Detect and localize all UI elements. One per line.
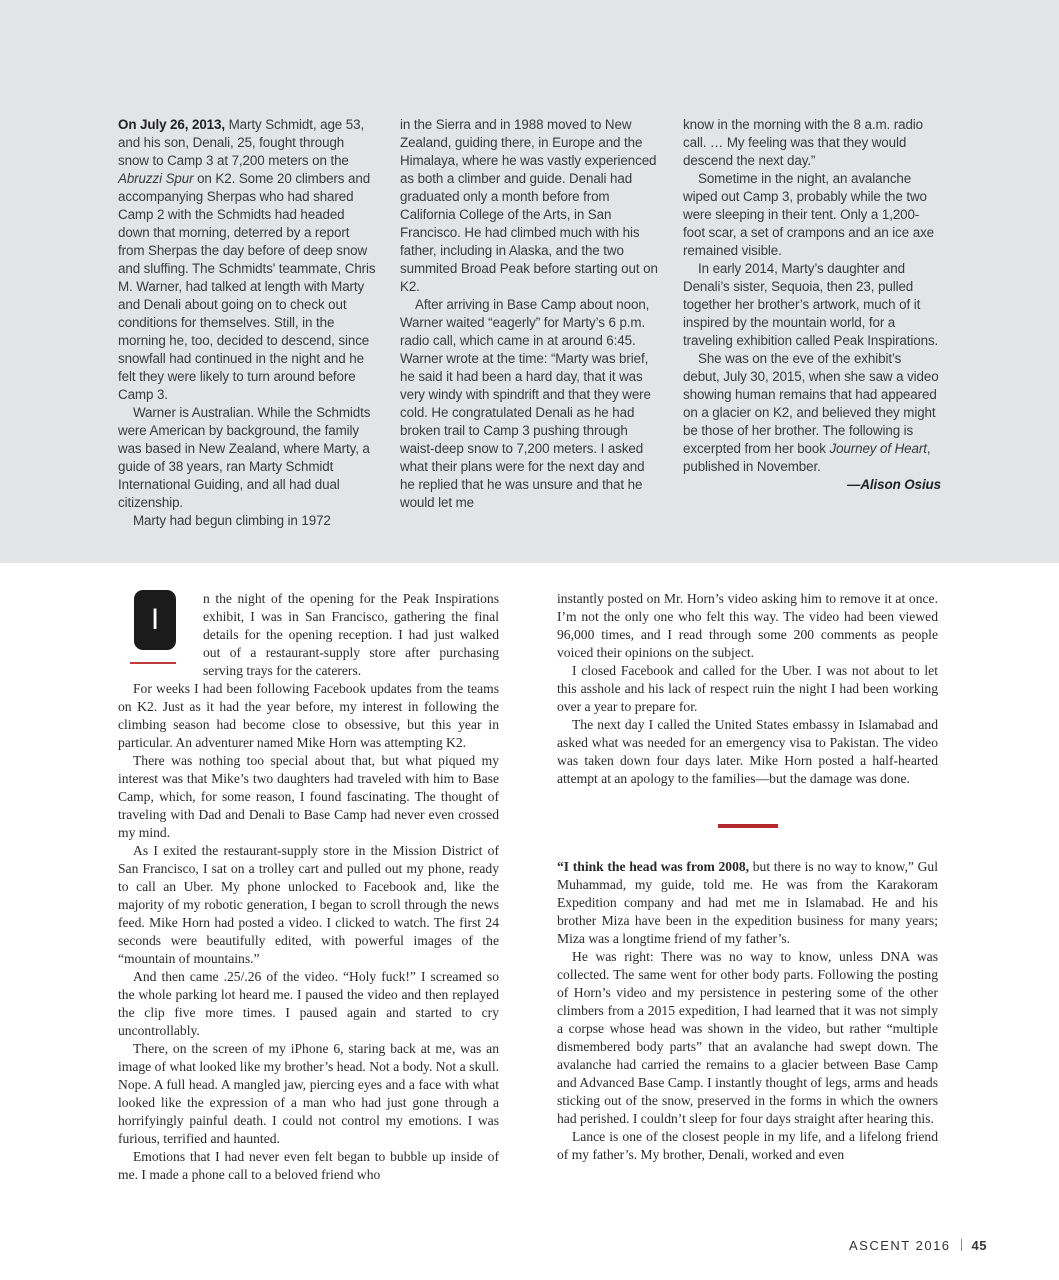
- story-paragraph: instantly posted on Mr. Horn’s video asking him to remove it at once. I’m not the only one who felt this way. The video had been viewed 96,000 times, and I read through some 200 comments as people voiced their opinions on the subject.: [557, 591, 938, 660]
- story-paragraph: As I exited the restaurant-supply store in the Mission District of San Francisco, I sat on a trolley cart and pulled out my phone, ready to call an Uber. My phone unlocked to Facebook and, like the majority of my robotic generation, I began to scroll through the news feed. Mike Horn had posted a video. I clicked to watch. The first 24 seconds were beautifully edited, with powerful images of the “mountain of mountains.”: [118, 843, 499, 966]
- intro-paragraph: in the Sierra and in 1988 moved to New Zealand, guiding there, in Europe and the Himalaya, where he was vastly experienced as both a climber and guide. Denali had graduated only a month before from California College of the Arts, in San Francisco. He had climbed much with his father, including in Alaska, and the two summited Broad Peak before starting out on K2.: [400, 117, 658, 294]
- intro-text: , published in November.: [683, 441, 931, 474]
- author-signature: —Alison Osius: [847, 477, 941, 492]
- book-title: Journey of Heart: [829, 441, 927, 456]
- section-lead: “I think the head was from 2008,: [557, 859, 750, 874]
- intro-lead: On July 26, 2013,: [118, 117, 225, 132]
- story-paragraph: I closed Facebook and called for the Uber. I was not about to let this asshole and his lack of respect ruin the night I had been working over a year to prepare for.: [557, 663, 938, 714]
- intro-column-2: [400, 116, 662, 512]
- intro-column-1: [118, 116, 378, 530]
- story-paragraph: Emotions that I had never even felt began to bubble up inside of me. I made a phone call to a beloved friend who: [118, 1149, 499, 1182]
- story-text: n the night of the opening for the Peak Inspirations exhibit, I was in San Francisco, gathering the final details for the opening reception. I had just walked out of a restaurant-supply store after purchasing serving trays for the caterers.: [203, 591, 499, 678]
- story-column-left: [118, 590, 499, 1184]
- page-number: 45: [971, 1238, 987, 1253]
- footer-separator: [961, 1239, 962, 1251]
- intro-paragraph: [118, 116, 378, 404]
- story-paragraph: [557, 858, 938, 948]
- story-paragraph: [118, 590, 499, 680]
- page-footer: [849, 1238, 987, 1253]
- intro-text: She was on the eve of the exhibit’s debut, July 30, 2015, when she saw a video showing human remains that had appeared on a glacier on K2, and believed they might be those of her brother. The following is excerpted from her book: [683, 351, 939, 456]
- drop-cap: I: [134, 590, 176, 650]
- story-paragraph: The next day I called the United States embassy in Islamabad and asked what was needed for an emergency visa to Pakistan. The video was taken down four days later. Mike Horn posted a half-hearted attempt at an apology to the families—but the damage was done.: [557, 717, 938, 786]
- intro-paragraph: Sometime in the night, an avalanche wiped out Camp 3, probably while the two were sleeping in their tent. Only a 1,200-foot scar, a set of crampons and an ice axe remained visible.: [683, 171, 935, 258]
- magazine-name: ASCENT 2016: [849, 1238, 951, 1253]
- intro-paragraph: In early 2014, Marty’s daughter and Denali’s sister, Sequoia, then 23, pulled together her brother’s artwork, much of it inspired by the mountain world, for a traveling exhibition called Peak Inspirations.: [683, 261, 939, 348]
- story-paragraph: He was right: There was no way to know, unless DNA was collected. The same went for other body parts. Following the posting of Horn’s video and my persistence in pestering some of the other climbers from a 2015 expedition, I had learned that it was not simply a corpse whose head was shown in the video, but rather “multiple dismembered body parts” that an avalanche had swept down. The avalanche had carried the remains to a glacier between Base Camp and Advanced Base Camp. I instantly thought of legs, arms and heads sticking out of the snow, preserved in the forms in which the owners had perished. I couldn’t sleep for four days straight after hearing this.: [557, 949, 938, 1126]
- intro-emphasis: Abruzzi Spur: [118, 171, 194, 186]
- intro-column-3: [683, 116, 941, 494]
- drop-cap-rule: [130, 662, 176, 664]
- story-paragraph: For weeks I had been following Facebook updates from the teams on K2. Just as it had the year before, my interest in following the climbing season had become close to obsessive, but this year in particular. An adventurer named Mike Horn was attempting K2.: [118, 681, 499, 750]
- intro-paragraph: After arriving in Base Camp about noon, Warner waited “eagerly” for Marty’s 6 p.m. radio call, which came in at around 6:45. Warner wrote at the time: “Marty was brief, he said it had been a hard day, that it was very windy with spindrift and that they were cold. He congratulated Denali as he had broken trail to Camp 3 pushing through waist-deep snow to 7,200 meters. I asked what their plans were for the next day and he replied that he was unsure and that he would let me: [400, 297, 651, 510]
- story-paragraph: There was nothing too special about that, but what piqued my interest was that Mike’s two daughters had traveled with him to Base Camp, which, for some reason, I found fascinating. The thought of traveling with Dad and Denali to Base Camp had never even crossed my mind.: [118, 753, 499, 840]
- intro-text: Marty Schmidt, age 53, and his son, Denali, 25, fought through snow to Camp 3 at 7,200 meters on the: [118, 117, 365, 168]
- story-paragraph: There, on the screen of my iPhone 6, staring back at me, was an image of what looked like my brother’s head. Not a body. Not a skull. Nope. A full head. A mangled jaw, piercing eyes and a face with what looked like the expression of a man who had just gone through a horrifyingly painful death. I could not control my emotions. I was furious, terrified and haunted.: [118, 1041, 499, 1146]
- intro-paragraph: Marty had begun climbing in 1972: [133, 513, 331, 528]
- story-paragraph: Lance is one of the closest people in my life, and a lifelong friend of my father’s. My brother, Denali, worked and even: [557, 1129, 938, 1162]
- intro-paragraph: [683, 350, 941, 476]
- intro-paragraph: know in the morning with the 8 a.m. radio call. … My feeling was that they would descend the next day.”: [683, 117, 924, 168]
- intro-paragraph: Warner is Australian. While the Schmidts were American by background, the family was based in New Zealand, where Marty, a guide of 38 years, ran Marty Schmidt International Guiding, and all had dual citizenship.: [118, 405, 371, 510]
- intro-text: on K2. Some 20 climbers and accompanying Sherpas who had shared Camp 2 with the Schmidts had headed down that morning, deterred by a report from Sherpas the day before of deep snow and sluffing. The Schmidts' teammate, Chris M. Warner, had talked at length with Marty and Denali about going on to check out conditions for themselves. Still, in the morning he, too, decided to descend, since snowfall had continued in the night and he felt they were likely to turn around before Camp 3.: [118, 171, 376, 402]
- story-paragraph: And then came .25/.26 of the video. “Holy fuck!” I screamed so the whole parking lot heard me. I paused the video and then replayed the clip five more times. I paused again and started to cry uncontrollably.: [118, 969, 499, 1038]
- story-column-right: [557, 590, 938, 1164]
- section-divider: [718, 824, 778, 828]
- story-text: but there is no way to know,” Gul Muhammad, my guide, told me. He was from the Karakoram Expedition company and had met me in Islamabad. He and his brother Miza have been in the expedition business for many years; Miza was a longtime friend of my father’s.: [557, 859, 938, 946]
